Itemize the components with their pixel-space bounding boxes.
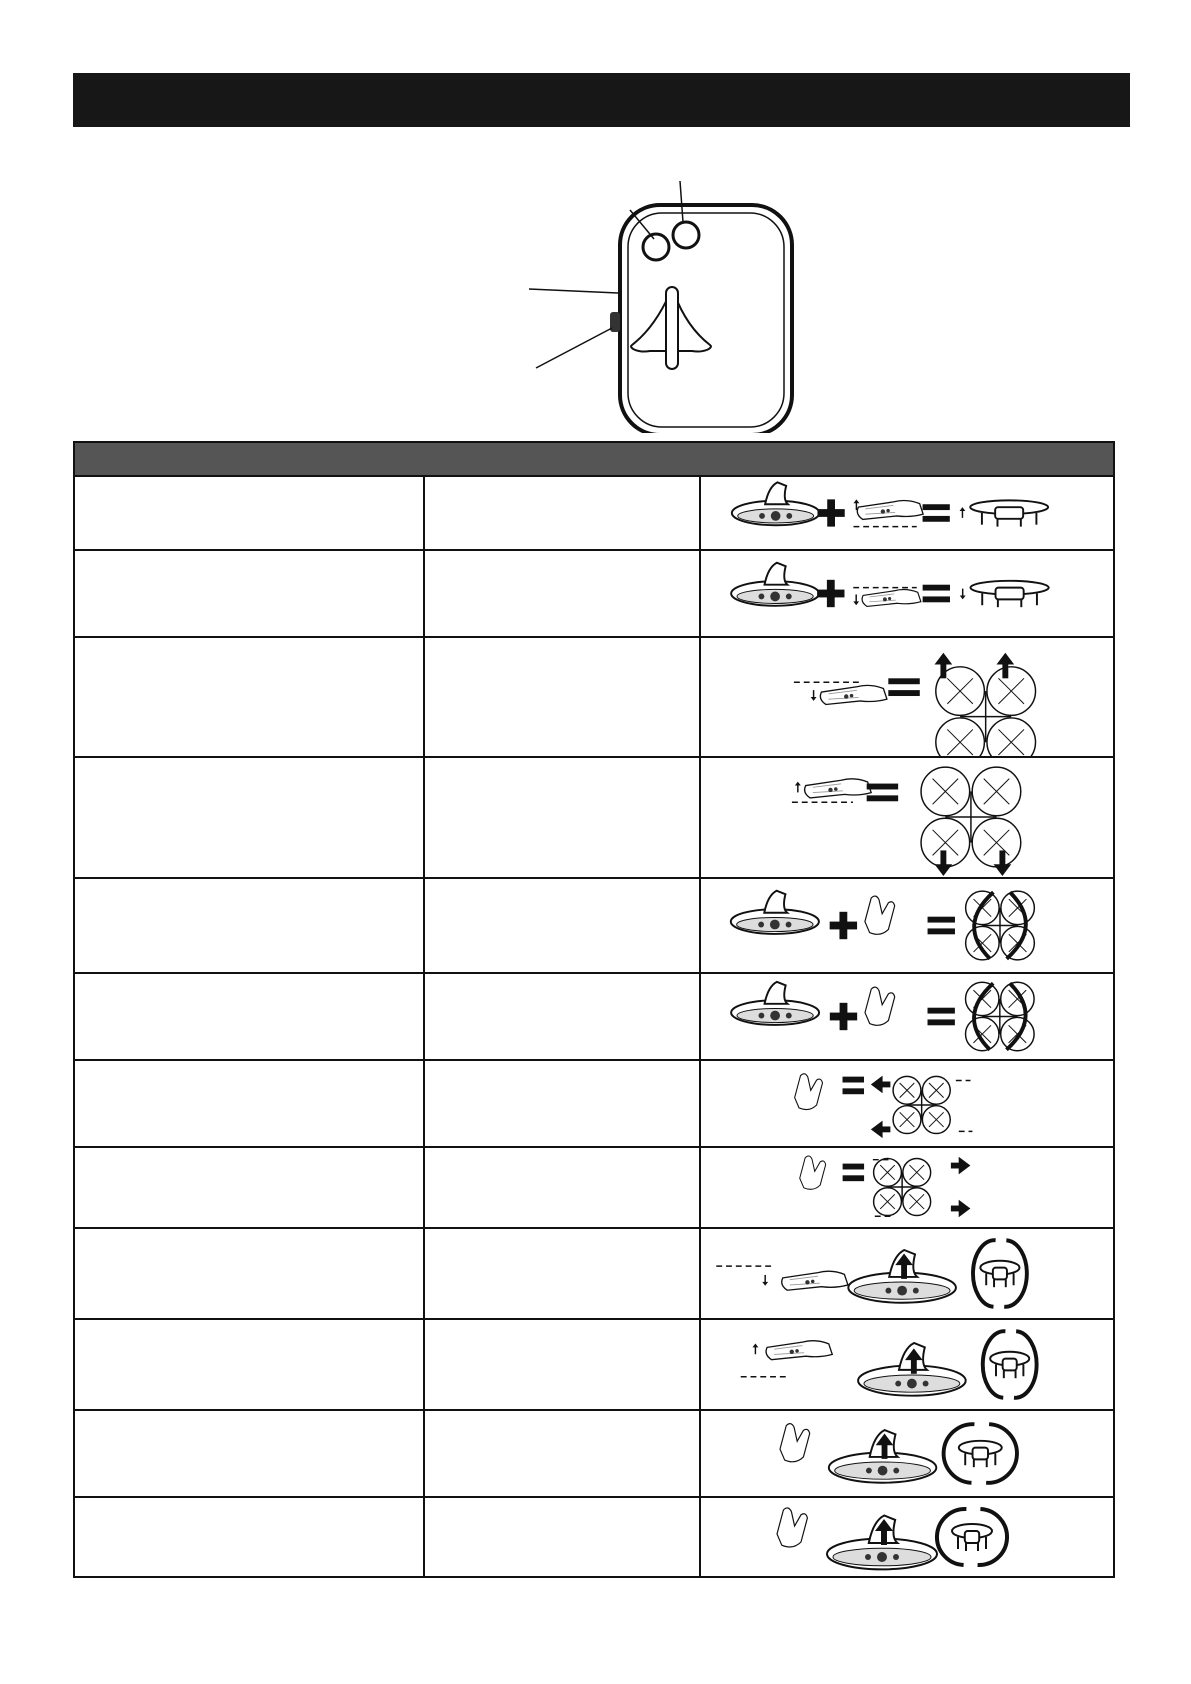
ascend-icon: [701, 477, 1113, 549]
table-row: [75, 758, 1113, 879]
table-row: [75, 551, 1113, 638]
table-body: [75, 477, 1113, 1576]
table-row: [75, 638, 1113, 758]
illustration-ascend: [701, 477, 1113, 549]
gesture-cell: [75, 551, 425, 636]
illustration-backward: [701, 758, 1113, 877]
illustration-flip-left: [701, 1411, 1113, 1496]
backward-icon: [701, 758, 1113, 877]
illustration-flip-backward: [701, 1320, 1113, 1409]
gesture-cell: [75, 1498, 425, 1576]
illustration-descend: [701, 551, 1113, 636]
illustration-flip-right: [701, 1498, 1113, 1576]
result-cell: [425, 1320, 701, 1409]
joystick: [631, 287, 711, 369]
result-cell: [425, 551, 701, 636]
rotate-left-icon: [701, 879, 1113, 972]
result-cell: [425, 477, 701, 549]
result-cell: [425, 1061, 701, 1146]
table-row: [75, 477, 1113, 551]
forward-icon: [701, 638, 1113, 756]
gesture-cell: [75, 879, 425, 972]
table-row: [75, 1061, 1113, 1148]
result-cell: [425, 1498, 701, 1576]
gesture-cell: [75, 974, 425, 1059]
flip-backward-icon: [701, 1320, 1113, 1409]
table-row: [75, 1411, 1113, 1498]
button-left: [643, 234, 669, 260]
illustration-side-left: [701, 1061, 1113, 1146]
table-heading: [75, 443, 1113, 477]
result-cell: [425, 879, 701, 972]
header-bar: [73, 73, 1130, 127]
table-row: [75, 1229, 1113, 1320]
gesture-table: [73, 441, 1115, 1578]
illustration-flip-forward: [701, 1229, 1113, 1318]
side-left-icon: [701, 1061, 1113, 1146]
result-cell: [425, 974, 701, 1059]
result-cell: [425, 638, 701, 756]
illustration-forward: [701, 638, 1113, 756]
result-cell: [425, 1411, 701, 1496]
controller-diagram: [520, 175, 820, 433]
result-cell: [425, 1229, 701, 1318]
gesture-cell: [75, 758, 425, 877]
side-right-icon: [701, 1148, 1113, 1227]
table-row: [75, 974, 1113, 1061]
flip-left-icon: [701, 1411, 1113, 1496]
illustration-rotate-left: [701, 879, 1113, 972]
table-row: [75, 1320, 1113, 1411]
gesture-cell: [75, 1411, 425, 1496]
gesture-cell: [75, 1148, 425, 1227]
flip-forward-icon: [701, 1229, 1113, 1318]
table-row: [75, 879, 1113, 974]
result-cell: [425, 758, 701, 877]
table-row: [75, 1498, 1113, 1576]
table-row: [75, 1148, 1113, 1229]
gesture-cell: [75, 1229, 425, 1318]
illustration-side-right: [701, 1148, 1113, 1227]
gesture-cell: [75, 1320, 425, 1409]
result-cell: [425, 1148, 701, 1227]
descend-icon: [701, 551, 1113, 636]
flip-right-icon: [701, 1498, 1113, 1576]
button-right: [673, 222, 699, 248]
illustration-rotate-right: [701, 974, 1113, 1059]
gesture-cell: [75, 638, 425, 756]
gesture-cell: [75, 1061, 425, 1146]
rotate-right-icon: [701, 974, 1113, 1059]
gesture-cell: [75, 477, 425, 549]
